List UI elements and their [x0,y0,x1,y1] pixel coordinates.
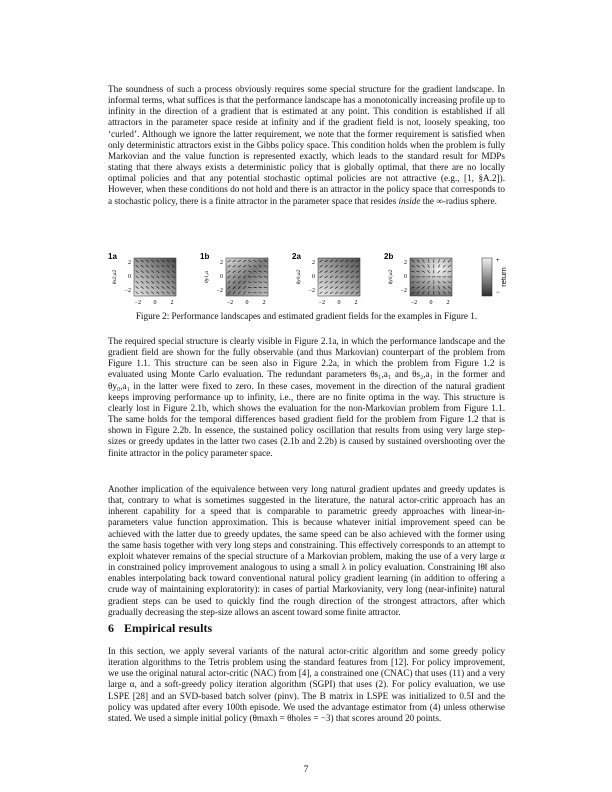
y-tick-label: 0 [220,274,223,280]
y-tick-label: −2 [308,288,315,294]
colorbar [482,258,508,296]
y-tick-label: −2 [124,288,131,294]
panel-1a [108,252,176,308]
x-tick-label: 2 [262,300,266,306]
y-tick-label: 2 [404,260,407,266]
paragraph-attractors [108,84,505,207]
x-tick-label: −2 [410,300,418,306]
y-tick-label: 2 [128,260,131,266]
panel-label: 1b [200,252,210,261]
x-tick-label: −2 [318,300,326,306]
paragraph-structure: The required special structure is clearly visible in Figure 2.1a, in which the performance landscape and the gradient field are shown for the fully observable (and thus Markovian) counterpart of the problem from Figure 1.1. This structure can be seen also in Figure 2.2a, in which the problem from Figure 1.2 is evaluated using Monte Carlo evaluation. The redundant parameters θs₁,a₁ and θs₂,a₁ in the former and θy₀,a₁ in the latter were fixed to zero. In these cases, movement in the direction of the natural gradient keeps improving performance up to infinity, i.e., there are no finite optima in the way. This structure is clearly lost in Figure 2.1b, which shows the evaluation for the non-Markovian problem from Figure 1.1. The same holds for the temporal differences based gradient field for the problem from Figure 1.2 that is shown in Figure 2.2b. In essence, the sustained policy oscillation that results from using very large step-sizes or greedy updates in the latter two cases (2.1b and 2.2b) is caused by sustained overshooting over the finite attractor in the policy parameter space. [108,336,505,458]
x-tick-label: 0 [429,300,433,306]
section-heading [108,621,212,636]
figure-caption: Figure 2: Performance landscapes and estimated gradient fields for the examples in Figure 1. [135,311,478,321]
y-tick-label: 0 [404,274,407,280]
landscape [318,258,360,296]
x-tick-label: 2 [354,300,358,306]
page-number: 7 [303,765,309,775]
y-tick-label: 0 [312,274,315,280]
y-tick-label: −2 [216,288,223,294]
paragraph-text: The soundness of such a process obviously requires some special structure for the gradient landscape. In informal terms, what suffices is that the performance landscape has a monotonically increasing profile up to infinity in the direction of a gradient that is estimated at any point. This condition is established if all attractors in the parameter space reside at infinity and if the gradient field is not, loosely speaking, too ‘curled’. Although we ignore the latter requirement, we note that the former requirement is satisfied when only deterministic attractors exist in the Gibbs policy space. This condition holds when the problem is fully Markovian and the value function is represented exactly, which leads to the standard result for MDPs stating that there always exists a deterministic policy that is globally optimal, that there are no locally optimal policies and that any potential stochastic optimal policies are not attractive (e.g., [1, §A.2]). However, when these conditions do not hold and there is an attractor in the policy space that corresponds to a stochastic policy, there is a finite attractor in the parameter space that resides [108,84,505,206]
landscape [226,258,268,296]
colorbar-plus: + [496,258,500,264]
y-tick-label: 0 [128,274,131,280]
y-tick-label: 2 [220,260,223,266]
panel-label: 1a [108,252,117,261]
landscape [134,258,176,296]
x-tick-label: 0 [245,300,249,306]
panel-label: 2b [384,252,394,261]
section-title: Empirical results [124,621,213,635]
x-tick-label: 2 [170,300,174,306]
x-tick-label: 2 [446,300,450,306]
y-axis-label: θy0,a2 [296,269,302,285]
colorbar-minus: − [496,290,500,296]
emphasis-inside: inside [398,195,421,206]
colorbar-label: return [499,267,508,287]
y-axis-label: θy0,a2 [388,269,394,285]
panel-2b [384,252,452,308]
paragraph-text-end: the ∞-radius sphere. [422,195,497,206]
paragraph-empirical: In this section, we apply several variants of the natural actor-critic algorithm and some greedy policy iteration algorithms to the Tetris problem using the standard features from [12]. For policy improvement, we use the original natural actor-critic (NAC) from [4], a constrained one (CNAC) that uses (11) and a very large α, and a soft-greedy policy iteration algorithm (SGPI) that uses (2). For policy evaluation, we use LSPE [28] and an SVD-based batch solver (pinv). The B matrix in LSPE was initialized to 0.5I and the policy was updated after every 100th episode. We used the advantage estimator from (4) unless otherwise stated. We used a simple initial policy (θmaxh = θholes = −3) that scores around 20 points. [108,646,505,723]
panel-label: 2a [292,252,301,261]
figure-2 [108,250,508,308]
y-tick-label: 2 [312,260,315,266]
x-tick-label: −2 [134,300,142,306]
y-tick-label: −2 [400,288,407,294]
y-axis-label: θy1,a [204,270,210,284]
y-axis-label: θs2,a2 [112,269,118,285]
x-tick-label: −2 [226,300,234,306]
panel-1b [200,252,268,308]
section-number: 6 [108,621,114,635]
paragraph-equivalence: Another implication of the equivalence between very long natural gradient updates and greedy updates is that, contrary to what is sometimes suggested in the literature, the natural actor-critic approach has an inherent capability for a speed that is comparable to parametric greedy approaches with linear-in-parameters value function approximation. This is because whatever initial improvement speed can be achieved with the latter due to greedy updates, the same speed can be also achieved with the former using the same basis together with very long steps and constraining. This effectively corresponds to an attempt to exploit whatever remains of the special structure of a Markovian problem, making the use of a very large α in constrained policy improvement analogous to using a small λ in policy evaluation. Constraining ‖θ‖ also enables interpolating back toward conventional natural policy gradient learning (in addition to offering a crude way of maintaining exploratority): in cases of partial Markovianity, very long (near-infinite) natural gradient steps can be used to quickly find the rough direction of the strongest attractors, after which gradually decreasing the step-size allows an ascent toward some finite attractor. [108,484,505,617]
x-tick-label: 0 [153,300,157,306]
x-tick-label: 0 [337,300,341,306]
panel-2a [292,252,360,308]
colorbar-gradient [482,258,492,296]
